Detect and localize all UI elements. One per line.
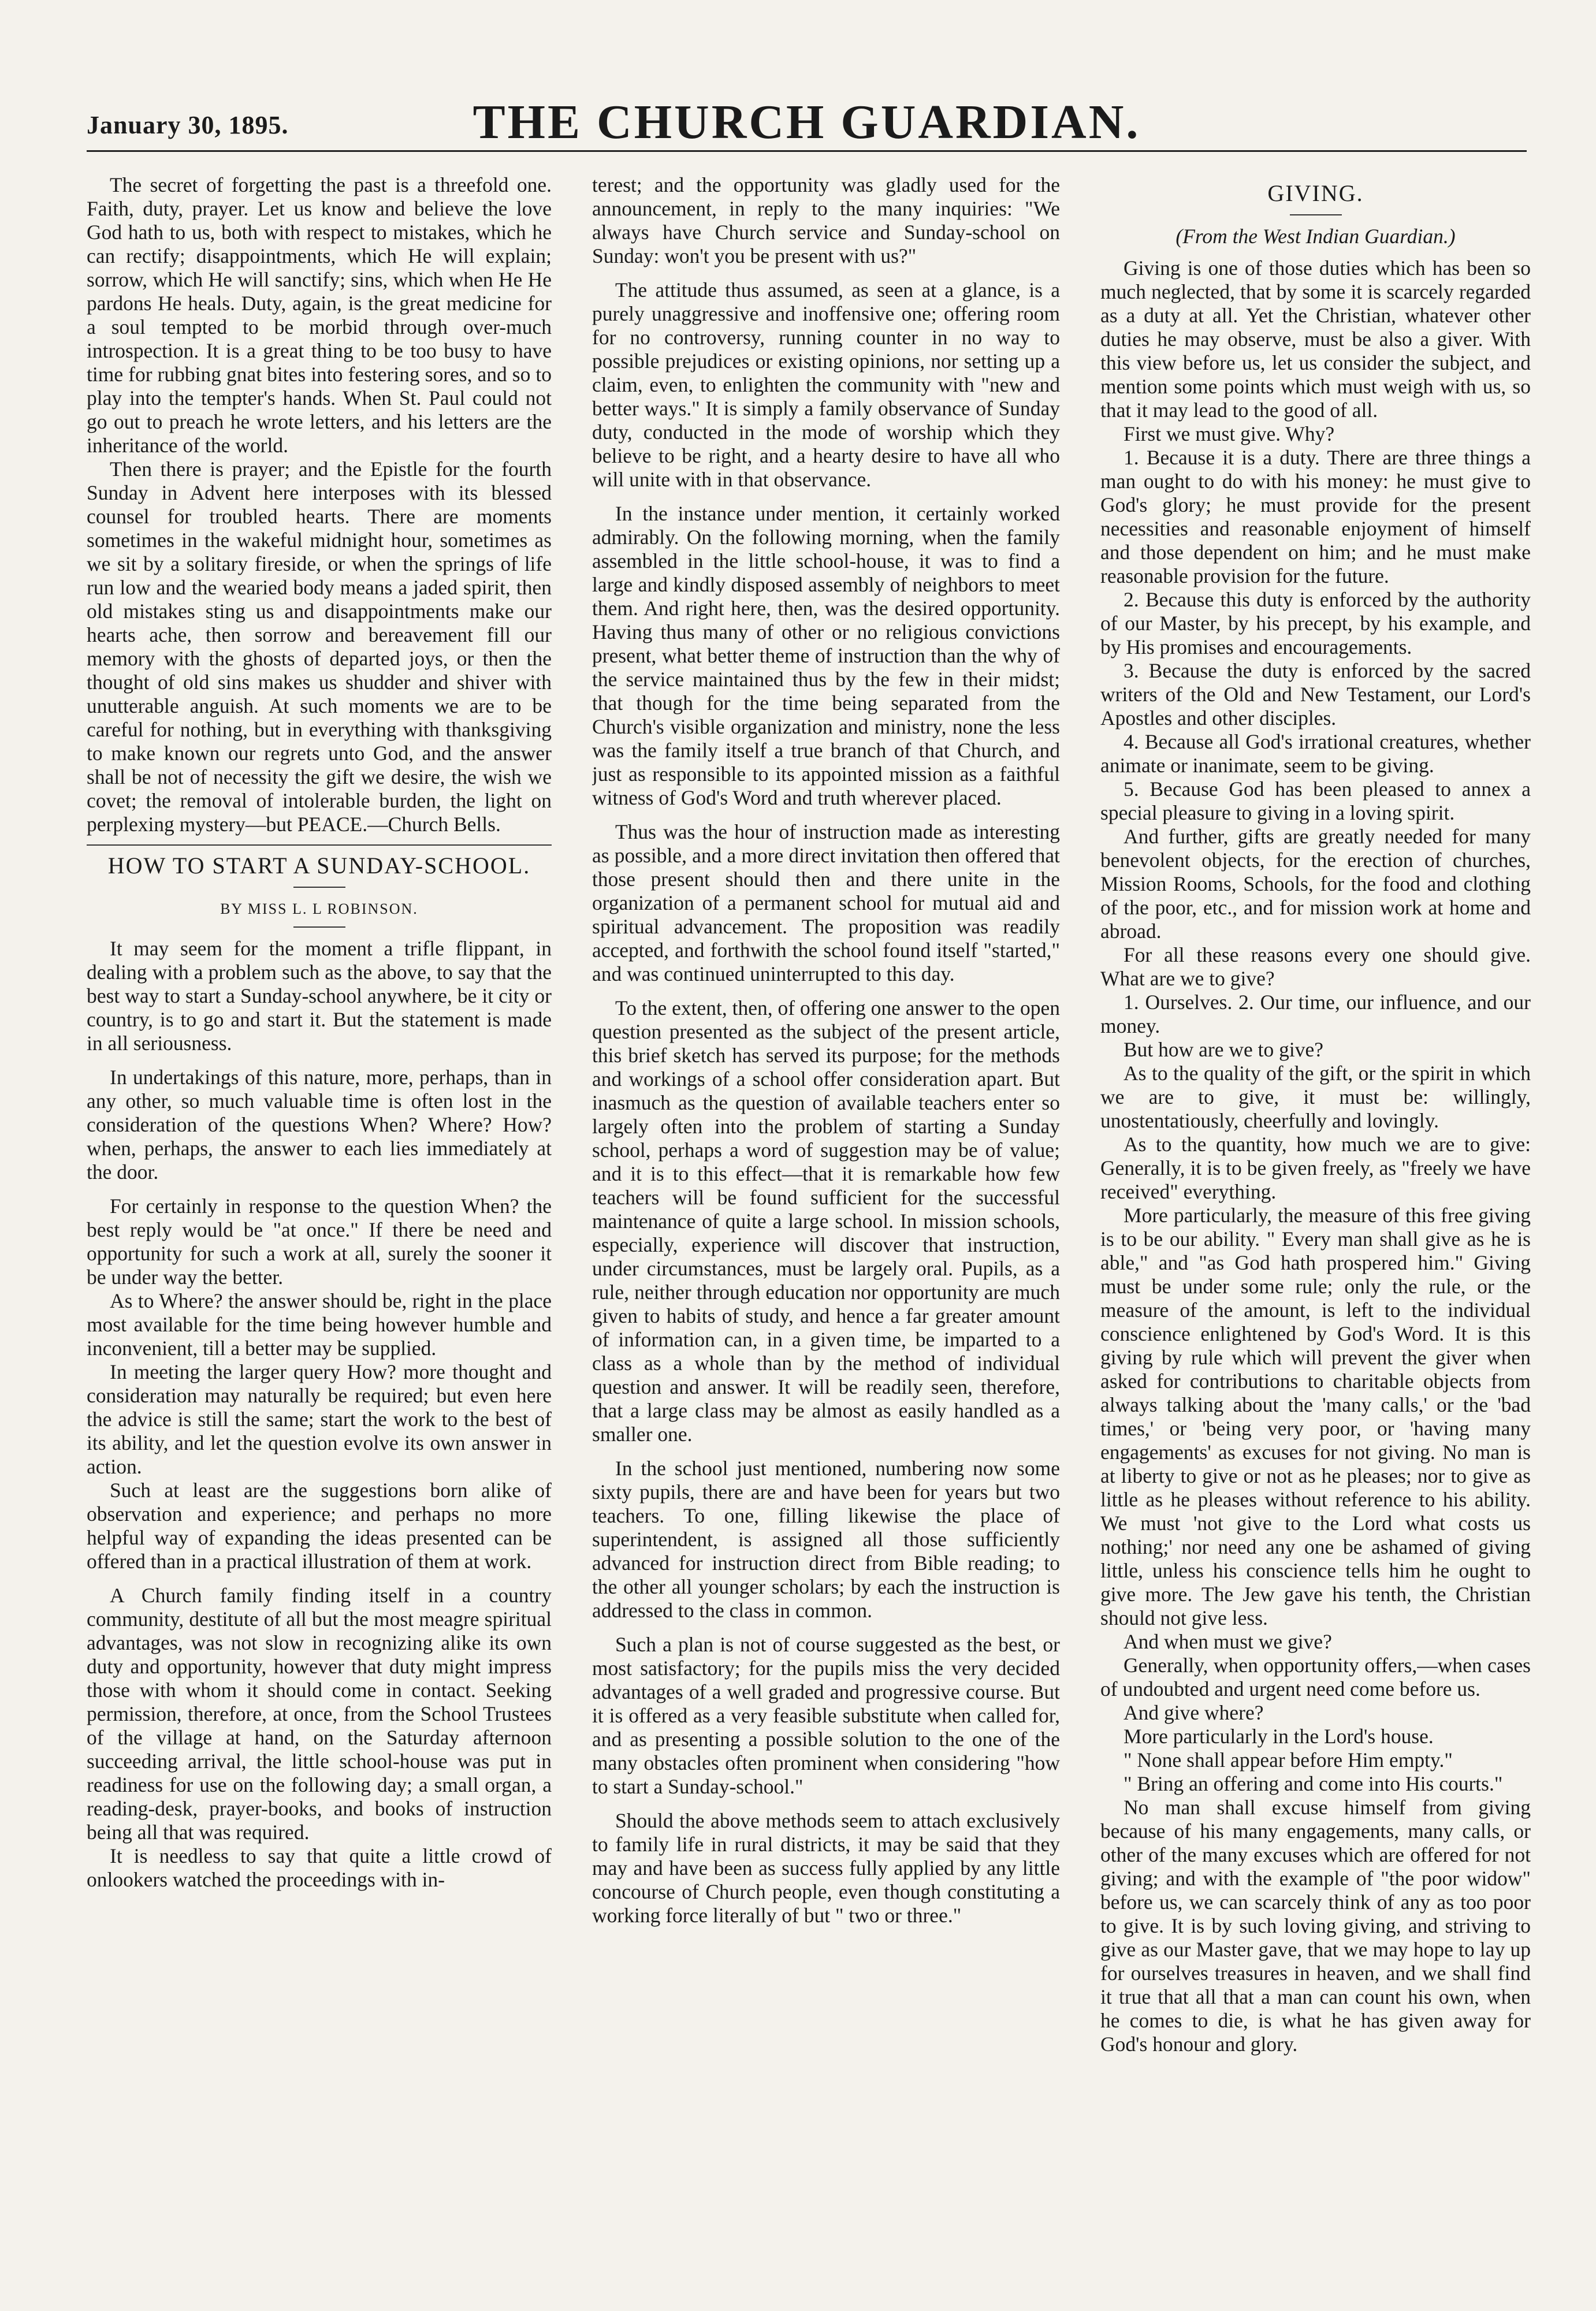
article-heading: HOW TO START A SUNDAY-SCHOOL. [107, 853, 531, 879]
paragraph: terest; and the opportunity was gladly used for the announcement, in reply to the many inquiries: "We always have Church service and Sunday-school on Sunday: won't you be present with us?" [592, 173, 1060, 267]
paragraph: No man shall excuse himself from giving because of his many engagements, many calls, or other of the many excuses which are offered for not giving; and with the example of "the poor widow" before us, we can scarcely think of any as too poor to give. It is by such loving giving, and striving to give as our Master gave, that we may hope to lay up for ourselves treasures in heaven, and we shall find it true that all that a man can count his own, when he comes to die, is what he has given away for God's honour and glory. [1100, 1796, 1531, 2056]
paragraph: For all these reasons every one should give. What are we to give? [1100, 943, 1531, 990]
paragraph: The attitude thus assumed, as seen at a glance, is a purely unaggressive and inoffensive one; offering room for no controversy, running counter in no way to possible prejudices or existing opinions, nor setting up a claim, even, to enlighten the community with "new and better ways." It is simply a family observance of Sunday duty, conducted in the mode of worship which they believe to be right, and a hearty desire to have all who will unite with in that observance. [592, 278, 1060, 491]
divider [293, 887, 345, 888]
paragraph: And further, gifts are greatly needed for many benevolent objects, for the erection of churches, Mission Rooms, Schools, for the food and clothing of the poor, etc., and for mission work at home and abroad. [1100, 825, 1531, 943]
masthead [87, 87, 1527, 152]
paragraph: 1. Ourselves. 2. Our time, our influence, and our money. [1100, 991, 1531, 1037]
paragraph: It is needless to say that quite a little crowd of onlookers watched the proceedings with in- [87, 1844, 552, 1891]
paragraph: More particularly in the Lord's house. [1123, 1725, 1434, 1748]
paragraph: " Bring an offering and come into His courts." [1123, 1772, 1503, 1795]
article-byline: BY MISS L. L ROBINSON. [220, 900, 418, 917]
paragraph: 4. Because all God's irrational creatures, whether animate or inanimate, seem to be giving. [1100, 730, 1531, 777]
divider [1290, 214, 1342, 215]
article-source: (From the West Indian Guardian.) [1175, 225, 1456, 248]
paragraph: The secret of forgetting the past is a threefold one. Faith, duty, prayer. Let us know and believe the love God hath to us, both with respect to mistakes, which he can rectify; disappointments, which He will explain; sorrow, which He will sanctify; sins, which when He He pardons He heals. Duty, again, is the great medicine for a soul tempted to be morbid through over-much introspection. It is a great thing to be too busy to have time for rubbing gnat bites into festering sores, and so to play into the tempter's hands. When St. Paul could not go out to preach he wrote letters, and his letters are the inheritance of the world. [87, 173, 552, 457]
column-3 [1100, 173, 1531, 2242]
paragraph: As to the quantity, how much we are to give: Generally, it is to be given freely, as "freely we have received" everything. [1100, 1133, 1531, 1203]
paragraph: Such at least are the suggestions born alike of observation and experience; and perhaps no more helpful way of expanding the ideas presented can be offered than in a practical illustration of them at work. [87, 1479, 552, 1573]
paragraph: More particularly, the measure of this free giving is to be our ability. " Every man shall give as he is able," and "as God hath prospered him." Giving must be under some rule; only the rule, or the measure of the amount, is left to the individual conscience enlightened by God's Word. It is this giving by rule which will prevent the giver when asked for contributions to charitable objects from always talking about the 'many calls,' or the 'bad times,' or 'being very poor, or 'having many engagements' as excuses for not giving. No man is at liberty to give or not as he pleases; nor to give as little as he pleases without reference to his ability. We must 'not give to the Lord what costs us nothing;' nor need any one be ashamed of giving little, unless his conscience tells him he ought to give more. The Jew gave his tenth, the Christian should not give less. [1100, 1204, 1531, 1629]
divider [293, 926, 345, 928]
paragraph: Then there is prayer; and the Epistle for the fourth Sunday in Advent here interposes with its blessed counsel for troubled hearts. There are moments sometimes in the wakeful midnight hour, sometimes as we sit by a solitary fireside, or when the springs of life run low and the wearied body means a jaded spirit, then old mistakes sting us and disappointments make our hearts ache, then sorrow and bereavement fill our memory with the ghosts of departed joys, or then the thought of old sins makes us shudder and shiver with unutterable anguish. At such moments we are to be careful for nothing, but in everything with thanksgiving to make known our regrets unto God, and the answer shall be not of necessity the gift we desire, the wish we covet; the removal of intolerable burden, the light on perplexing mystery—but PEACE.—Church Bells. [87, 457, 552, 836]
paragraph: But how are we to give? [1123, 1038, 1324, 1061]
paragraph: Should the above methods seem to attach exclusively to family life in rural districts, it may be said that they may and have been as success fully applied by any little concourse of Church people, even though constituting a working force literally of but " two or three." [592, 1809, 1060, 1927]
paragraph: As to Where? the answer should be, right in the place most available for the time being however humble and inconvenient, till a better may be supplied. [87, 1289, 552, 1360]
paragraph: And when must we give? [1123, 1630, 1332, 1653]
newspaper-title: THE CHURCH GUARDIAN. [473, 95, 1141, 149]
paragraph: In meeting the larger query How? more thought and consideration may naturally be required; but even here the advice is still the same; start the work to the best of its ability, and let the question evolve its own answer in action. [87, 1360, 552, 1478]
paragraph: In the instance under mention, it certainly worked admirably. On the following morning, when the family assembled in the little school-house, it was to find a large and kindly disposed assembly of neighbors to meet them. And right here, then, was the desired opportunity. Having thus many of other or no religious convictions present, what better theme of instruction than the why of the service maintained thus by the few in their midst; that though for the time being separated from the Church's visible organization and ministry, none the less was the family itself a true branch of that Church, and just as responsible to its appointed mission as a faithful witness of God's Word and truth wherever placed. [592, 502, 1060, 809]
paragraph: In the school just mentioned, numbering now some sixty pupils, there are and have been for years but two teachers. To one, filling likewise the place of superintendent, is assigned all those sufficiently advanced for instruction direct from Bible reading; to the other all younger scholars; by each the instruction is addressed to the class in common. [592, 1457, 1060, 1622]
paragraph: Generally, when opportunity offers,—when cases of undoubted and urgent need come before us. [1100, 1654, 1531, 1700]
paragraph: To the extent, then, of offering one answer to the open question presented as the subject of the present article, this brief sketch has served its purpose; for the methods and workings of a school offer consideration apart. But inasmuch as the question of available teachers enter so largely often into the problem of starting a Sunday school, perhaps a word of suggestion may be of value; and it is to this effect—that it is remarkable how few teachers will be found sufficient for the successful maintenance of quite a large school. In mission schools, especially, experience will discover that instruction, under circumstances, must be largely oral. Pupils, as a rule, neither through education nor opportunity are much given to habits of study, and hence a far greater amount of information can, in a given time, be imparted to a class as a whole than by the method of individual question and answer. It will be readily seen, therefore, that a large class may be almost as easily handled as a smaller one. [592, 996, 1060, 1446]
paragraph: And give where? [1123, 1701, 1264, 1724]
paragraph: In undertakings of this nature, more, perhaps, than in any other, so much valuable time is often lost in the consideration of the questions When? Where? How? when, perhaps, the answer to each lies immediately at the door. [87, 1066, 552, 1184]
column-1 [87, 173, 552, 2242]
paragraph: Giving is one of those duties which has been so much neglected, that by some it is scarcely regarded as a duty at all. Yet the Christian, whatever other duties he may observe, must be also a giver. With this view before us, let us consider the subject, and mention some points which must weigh with us, so that it may lead to the good of all. [1100, 256, 1531, 422]
paragraph: Thus was the hour of instruction made as interesting as possible, and a more direct invitation then offered that those present should then and there unite in the organization of a permanent school for mutual aid and spiritual advancement. The proposition was readily accepted, and forthwith the school found itself "started," and was continued uninterrupted to this day. [592, 820, 1060, 985]
divider [87, 844, 552, 846]
paragraph: First we must give. Why? [1123, 422, 1335, 445]
article-heading: GIVING. [1267, 180, 1364, 206]
paragraph: 1. Because it is a duty. There are three things a man ought to do with his money: he must give to God's glory; he must provide for the present necessities and reasonable enjoyment of himself and those dependent on him; and he must make reasonable provision for the future. [1100, 446, 1531, 587]
paragraph: A Church family finding itself in a country community, destitute of all but the most meagre spiritual advantages, was not slow in recognizing alike its own duty and opportunity, however that duty might impress those with whom it should come in contact. Seeking permission, therefore, at once, from the School Trustees of the village at hand, on the Saturday afternoon succeeding arrival, the little school-house was put in readiness for use on the following day; a small organ, a reading-desk, prayer-books, and books of instruction being all that was required. [87, 1584, 552, 1844]
paragraph: 5. Because God has been pleased to annex a special pleasure to giving in a loving spirit. [1100, 777, 1531, 824]
paragraph: 2. Because this duty is enforced by the authority of our Master, by his precept, by his example, and by His promises and encouragements. [1100, 588, 1531, 658]
paragraph: It may seem for the moment a trifle flippant, in dealing with a problem such as the above, to say that the best way to start a Sunday-school anywhere, be it city or country, is to go and start it. But the statement is made in all seriousness. [87, 937, 552, 1055]
column-2 [592, 173, 1060, 2242]
paragraph: As to the quality of the gift, or the spirit in which we are to give, it must be: willingly, unostentatiously, cheerfully and lovingly. [1100, 1062, 1531, 1132]
issue-date: January 30, 1895. [87, 111, 289, 139]
paragraph: " None shall appear before Him empty." [1123, 1748, 1453, 1772]
paragraph: Such a plan is not of course suggested as the best, or most satisfactory; for the pupils miss the very decided advantages of a well graded and progressive course. But it is offered as a very feasible substitute when called for, and as presenting a possible solution to the one of the many obstacles often prominent when considering "how to start a Sunday-school." [592, 1633, 1060, 1798]
paragraph: For certainly in response to the question When? the best reply would be "at once." If there be need and opportunity for such a work at all, surely the sooner it be under way the better. [87, 1194, 552, 1289]
paragraph: 3. Because the duty is enforced by the sacred writers of the Old and New Testament, our Lord's Apostles and other disciples. [1100, 659, 1531, 730]
